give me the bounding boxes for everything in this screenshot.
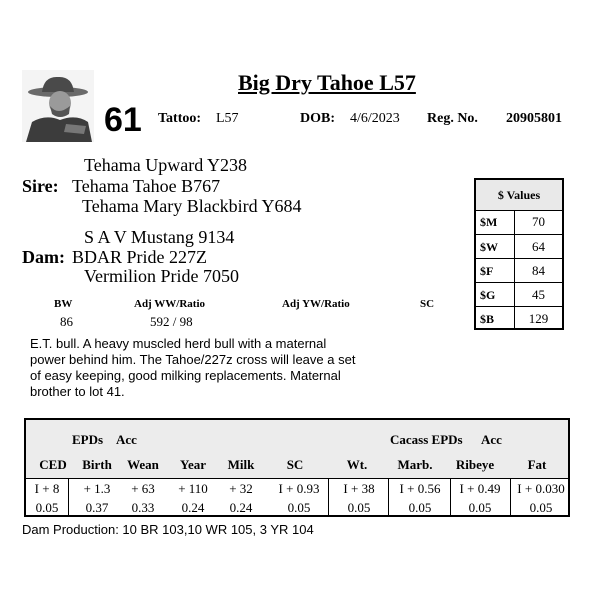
column-divider (328, 478, 329, 515)
epd-ribeye: I + 0.49 (459, 481, 501, 496)
col-header-ced: CED (39, 457, 67, 472)
dob-label: DOB: (300, 111, 335, 126)
col-header-sc: SC (286, 457, 304, 472)
dollar-value: 45 (532, 287, 545, 302)
bw-header: BW (54, 298, 73, 310)
carcass-epds-group-label: Cacass EPDs (390, 432, 463, 447)
acc-birth: 0.37 (85, 500, 109, 515)
column-divider (510, 478, 511, 515)
acc-ced: 0.05 (35, 500, 59, 515)
dollar-value-row (476, 258, 562, 282)
sire-name: Tehama Tahoe B767 (72, 176, 221, 196)
column-divider (388, 478, 389, 515)
dollar-value-row (476, 210, 562, 234)
dollar-value-row (476, 306, 562, 330)
dollar-value-row (476, 282, 562, 306)
reg-number: 20905801 (506, 111, 562, 126)
sire-sire: Tehama Upward Y238 (84, 155, 248, 175)
dam-dam: Vermilion Pride 7050 (84, 266, 239, 286)
col-header-ribeye: Ribeye (455, 457, 495, 472)
epd-sc: I + 0.93 (278, 481, 320, 496)
col-header-marb: Marb. (397, 457, 433, 472)
dam-sire: S A V Mustang 9134 (84, 227, 235, 247)
col-header-fat: Fat (527, 457, 547, 472)
epd-header-divider (26, 478, 568, 479)
dollar-value-label: $M (480, 215, 498, 229)
lot-description: E.T. bull. A heavy muscled herd bull with a maternal power behind him. The Tahoe/227z cross will leave a set of easy keeping, good milking replacements. Maternal brother to lot 41. (30, 336, 356, 399)
adj-ww-header: Adj WW/Ratio (134, 298, 205, 310)
dollar-value-label: $B (480, 312, 495, 326)
epd-marb: I + 0.56 (399, 481, 441, 496)
column-divider (450, 478, 451, 515)
epds-acc-label: Acc (116, 432, 137, 447)
col-header-wt: Wt. (346, 457, 368, 472)
epd-year: + 110 (178, 481, 208, 496)
lot-number: 61 (104, 101, 142, 139)
acc-sc: 0.05 (287, 500, 311, 515)
dam-name: BDAR Pride 227Z (72, 247, 207, 267)
dollar-value-row (476, 234, 562, 258)
dollar-values-title: $ Values (476, 180, 562, 211)
bw-value: 86 (60, 314, 73, 329)
acc-wean: 0.33 (131, 500, 155, 515)
epd-wt: I + 38 (343, 481, 375, 496)
cowboy-logo-icon (22, 70, 94, 142)
dam-production: Dam Production: 10 BR 103,10 WR 105, 3 YR 104 (22, 522, 314, 537)
adj-yw-header: Adj YW/Ratio (282, 298, 350, 310)
epd-milk: + 32 (229, 481, 253, 496)
dollar-values-table (474, 178, 564, 330)
dollar-value-label: $W (480, 240, 498, 254)
acc-wt: 0.05 (347, 500, 371, 515)
acc-fat: 0.05 (529, 500, 553, 515)
acc-ribeye: 0.05 (468, 500, 492, 515)
animal-name-title: Big Dry Tahoe L57 (238, 70, 416, 95)
carcass-acc-label: Acc (481, 432, 502, 447)
dollar-value: 64 (532, 239, 545, 254)
acc-year: 0.24 (181, 500, 205, 515)
reg-label: Reg. No. (427, 111, 478, 126)
acc-marb: 0.05 (408, 500, 432, 515)
epds-group-label: EPDs (72, 432, 104, 447)
sc-header: SC (420, 298, 435, 310)
column-divider (68, 478, 69, 515)
epd-fat: I + 0.030 (517, 481, 565, 496)
col-header-year: Year (180, 457, 206, 472)
dollar-value: 70 (532, 214, 545, 229)
col-header-milk: Milk (227, 457, 255, 472)
col-header-wean: Wean (127, 457, 159, 472)
adj-ww-value: 592 / 98 (150, 314, 193, 329)
tattoo-label: Tattoo: (158, 111, 202, 126)
col-header-birth: Birth (82, 457, 112, 472)
dam-label: Dam: (22, 247, 65, 267)
epd-table (24, 418, 570, 517)
dollar-value-label: $F (480, 264, 494, 278)
column-divider (514, 210, 515, 328)
dollar-value: 84 (532, 263, 545, 278)
acc-milk: 0.24 (229, 500, 253, 515)
sire-label: Sire: (22, 176, 59, 196)
sire-dam: Tehama Mary Blackbird Y684 (82, 196, 302, 216)
dollar-value: 129 (528, 311, 549, 326)
dollar-value-label: $G (480, 288, 496, 302)
dob-value: 4/6/2023 (350, 111, 400, 126)
epd-ced: I + 8 (34, 481, 60, 496)
epd-wean: + 63 (131, 481, 155, 496)
epd-birth: + 1.3 (83, 481, 111, 496)
tattoo-value: L57 (216, 111, 239, 126)
